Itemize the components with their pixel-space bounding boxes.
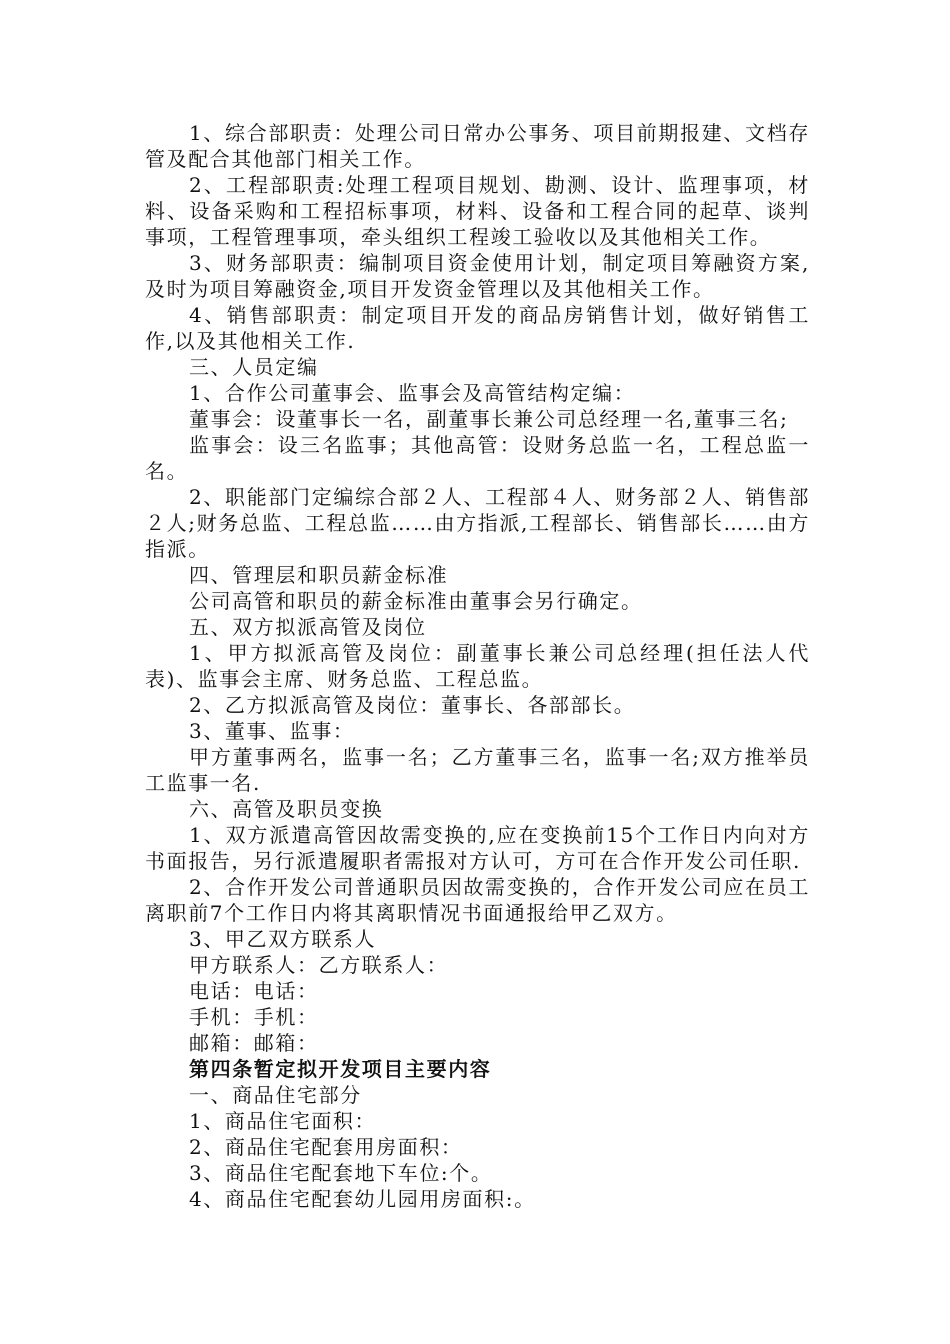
paragraph-contact-phone: 电话：电话：: [189, 979, 319, 1003]
paragraph-supervisory-board: 监事会：设三名监事；其他高管：设财务总监一名，工程总监一名。: [145, 433, 810, 483]
paragraph-board-structure: 1、合作公司董事会、监事会及高管结构定编：: [189, 381, 636, 405]
paragraph-party-a-executives: 1、甲方拟派高管及岗位：副董事长兼公司总经理(担任法人代表)、监事会主席、财务总监、工程总监。: [145, 641, 810, 691]
paragraph-contacts-heading: 3、甲乙双方联系人: [189, 927, 377, 951]
section-heading-assigned-executives: 五、双方拟派高管及岗位: [189, 615, 427, 639]
paragraph-contact-persons: 甲方联系人：乙方联系人：: [189, 953, 449, 977]
paragraph-residential-area: 1、商品住宅面积：: [189, 1109, 377, 1133]
paragraph-engineering-dept-duties: 2、工程部职责:处理工程项目规划、勘测、设计、监理事项，材料、设备采购和工程招标事项，材料、设备和工程合同的起草、谈判事项，工程管理事项，牵头组织工程竣工验收以及其他相关工作。: [145, 173, 810, 249]
paragraph-directors-allocation: 甲方董事两名，监事一名；乙方董事三名，监事一名;双方推举员工监事一名.: [145, 745, 810, 795]
article-heading-project-content: 第四条暂定拟开发项目主要内容: [189, 1057, 492, 1081]
section-heading-residential: 一、商品住宅部分: [189, 1083, 362, 1107]
document-page: [145, 120, 810, 1212]
paragraph-contact-email: 邮箱：邮箱：: [189, 1031, 319, 1055]
paragraph-underground-parking: 3、商品住宅配套地下车位:个。: [189, 1161, 493, 1185]
paragraph-executive-change: 1、双方派遣高管因故需变换的,应在变换前15个工作日内向对方书面报告，另行派遣履职者需报对方认可，方可在合作开发公司任职.: [145, 823, 810, 873]
paragraph-salary-standard: 公司高管和职员的薪金标准由董事会另行确定。: [189, 589, 643, 613]
paragraph-board-of-directors: 董事会：设董事长一名，副董事长兼公司总经理一名,董事三名;: [189, 407, 789, 431]
paragraph-contact-mobile: 手机：手机：: [189, 1005, 319, 1029]
section-heading-salary: 四、管理层和职员薪金标准: [189, 563, 449, 587]
paragraph-finance-dept-duties: 3、财务部职责：编制项目资金使用计划，制定项目筹融资方案,及时为项目筹融资金,项目开发资金管理以及其他相关工作。: [145, 251, 810, 301]
paragraph-staff-change: 2、合作开发公司普通职员因故需变换的，合作开发公司应在员工离职前7个工作日内将其离职情况书面通报给甲乙双方。: [145, 875, 810, 925]
paragraph-party-b-executives: 2、乙方拟派高管及岗位：董事长、各部部长。: [189, 693, 636, 717]
paragraph-directors-supervisors: 3、董事、监事：: [189, 719, 355, 743]
section-heading-staffing: 三、人员定编: [189, 355, 319, 379]
paragraph-general-dept-duties: 1、综合部职责：处理公司日常办公事务、项目前期报建、文档存管及配合其他部门相关工作。: [145, 121, 810, 171]
paragraph-kindergarten-area: 4、商品住宅配套幼儿园用房面积:。: [189, 1187, 536, 1211]
paragraph-dept-staffing: 2、职能部门定编综合部２人、工程部４人、财务部２人、销售部２人;财务总监、工程总监……由方指派,工程部长、销售部长……由方指派。: [145, 485, 810, 561]
paragraph-residential-facility-area: 2、商品住宅配套用房面积：: [189, 1135, 463, 1159]
section-heading-staff-change: 六、高管及职员变换: [189, 797, 384, 821]
paragraph-sales-dept-duties: 4、销售部职责：制定项目开发的商品房销售计划，做好销售工作,以及其他相关工作.: [145, 303, 810, 353]
